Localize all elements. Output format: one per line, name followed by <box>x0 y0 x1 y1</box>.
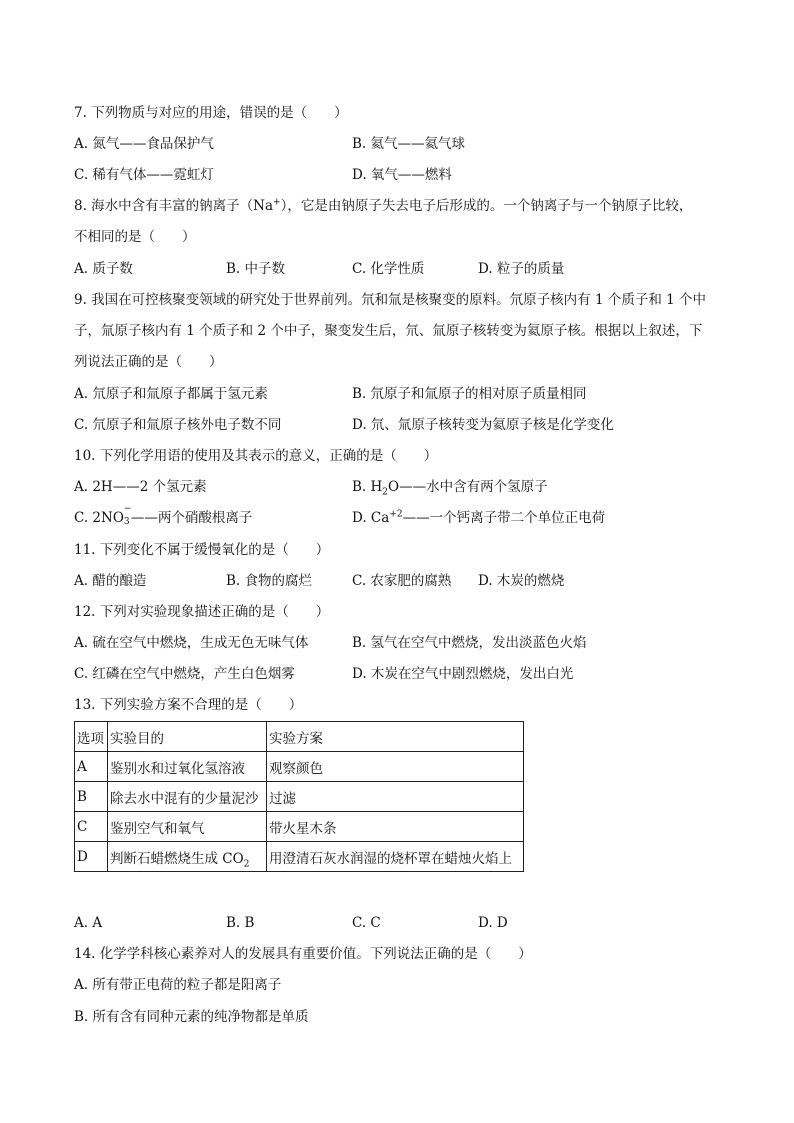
q8-option-a: A. 质子数 <box>74 261 133 277</box>
q8-stem: 8. 海水中含有丰富的钠离子（Na+），它是由钠原子失去电子后形成的。一个钠离子与一个钠原子比较， <box>74 197 693 214</box>
table-cell: B <box>75 782 108 812</box>
table-cell: 鉴别水和过氧化氢溶液 <box>108 752 267 782</box>
table-cell: 过滤 <box>267 782 524 812</box>
table-cell: 判断石蜡燃烧生成 $CO_2$ <box>108 842 267 872</box>
q9-option-c: C. 氘原子和氚原子核外电子数不同 <box>74 417 282 433</box>
q7-option-c: C. 稀有气体——霓虹灯 <box>74 167 214 183</box>
q13-option-c: C. C <box>352 915 381 931</box>
q10-option-d: D. $Ca^{+2}——$一个钙离子带二个单位正电荷 <box>352 509 606 526</box>
q12-option-d: D. 木炭在空气中剧烈燃烧，发出白光 <box>352 666 574 682</box>
q13-option-b: B. B <box>226 915 255 931</box>
q13-stem: 13. 下列实验方案不合理的是（ ） <box>74 697 303 713</box>
q11-option-b: B. 食物的腐烂 <box>226 573 313 589</box>
q10-option-c: C. 2NO − 3 ——两个硝酸根离子 <box>74 504 253 527</box>
q8-option-d: D. 粒子的质量 <box>478 261 565 277</box>
table-header-cell: 实验目的 <box>108 722 267 752</box>
table-row <box>75 782 524 812</box>
q12-stem: 12. 下列对实验现象描述正确的是（ ） <box>74 604 330 620</box>
q9-stem-line1: 9. 我国在可控核聚变领域的研究处于世界前列。氘和氚是核聚变的原料。氘原子核内有 1 个质子和 1 个中 <box>74 292 707 308</box>
table-row <box>75 752 524 782</box>
q14-option-b: B. 所有含有同种元素的纯净物都是单质 <box>74 1009 309 1025</box>
table-cell: 用澄清石灰水润湿的烧杯罩在蜡烛火焰上 <box>267 842 524 872</box>
q10-option-b: B. $H_2O——$水中含有两个氢原子 <box>352 479 548 498</box>
table-cell: D <box>75 842 108 872</box>
table-row <box>75 812 524 842</box>
table-cell: 除去水中混有的少量泥沙 <box>108 782 267 812</box>
q11-option-c: C. 农家肥的腐熟 <box>352 573 452 589</box>
q13-option-a: A. A <box>74 915 103 931</box>
q7-option-b: B. 氦气——氦气球 <box>352 136 466 152</box>
table-cell: C <box>75 812 108 842</box>
q11-option-d: D. 木炭的燃烧 <box>478 573 565 589</box>
q10-stem: 10. 下列化学用语的使用及其表示的意义，正确的是（ ） <box>74 448 438 464</box>
table-cell: 带火星木条 <box>267 812 524 842</box>
q12-option-a: A. 硫在空气中燃烧，生成无色无味气体 <box>74 635 309 651</box>
q11-stem: 11. 下列变化不属于缓慢氧化的是（ ） <box>74 542 330 558</box>
q10-option-a: A. 2H——2 个氢元素 <box>74 479 207 495</box>
q7-stem: 7. 下列物质与对应的用途，错误的是（ ） <box>74 105 348 121</box>
table-header-cell: 选项 <box>75 722 108 752</box>
q9-stem-line2: 子，氚原子核内有 1 个质子和 2 个中子，聚变发生后，氘、氚原子核转变为氦原子核。根据以上叙述，下 <box>74 323 703 339</box>
q9-option-d: D. 氘、氚原子核转变为氦原子核是化学变化 <box>352 417 614 433</box>
q8-stem-line2: 不相同的是（ ） <box>74 229 196 245</box>
table-header-cell: 实验方案 <box>267 722 524 752</box>
table-cell: 观察颜色 <box>267 752 524 782</box>
q9-stem-line3: 列说法正确的是（ ） <box>74 354 223 370</box>
q13-option-d: D. D <box>478 915 508 931</box>
q9-option-a: A. 氘原子和氚原子都属于氢元素 <box>74 386 268 402</box>
table-header-row <box>75 722 524 752</box>
q8-option-c: C. 化学性质 <box>352 261 425 277</box>
table-cell: A <box>75 752 108 782</box>
table-cell: 鉴别空气和氧气 <box>108 812 267 842</box>
q14-option-a: A. 所有带正电荷的粒子都是阳离子 <box>74 977 282 993</box>
table-row <box>75 842 524 872</box>
q7-option-a: A. 氮气——食品保护气 <box>74 136 214 152</box>
q8-option-b: B. 中子数 <box>226 261 286 277</box>
q12-option-c: C. 红磷在空气中燃烧，产生白色烟雾 <box>74 666 295 682</box>
q14-stem: 14. 化学学科核心素养对人的发展具有重要价值。下列说法正确的是（ ） <box>74 946 532 962</box>
q9-option-b: B. 氘原子和氚原子的相对原子质量相同 <box>352 386 587 402</box>
q11-option-a: A. 醋的酿造 <box>74 573 147 589</box>
q12-option-b: B. 氢气在空气中燃烧，发出淡蓝色火焰 <box>352 635 587 651</box>
experiment-table <box>74 721 524 872</box>
q7-option-d: D. 氧气——燃料 <box>352 167 452 183</box>
